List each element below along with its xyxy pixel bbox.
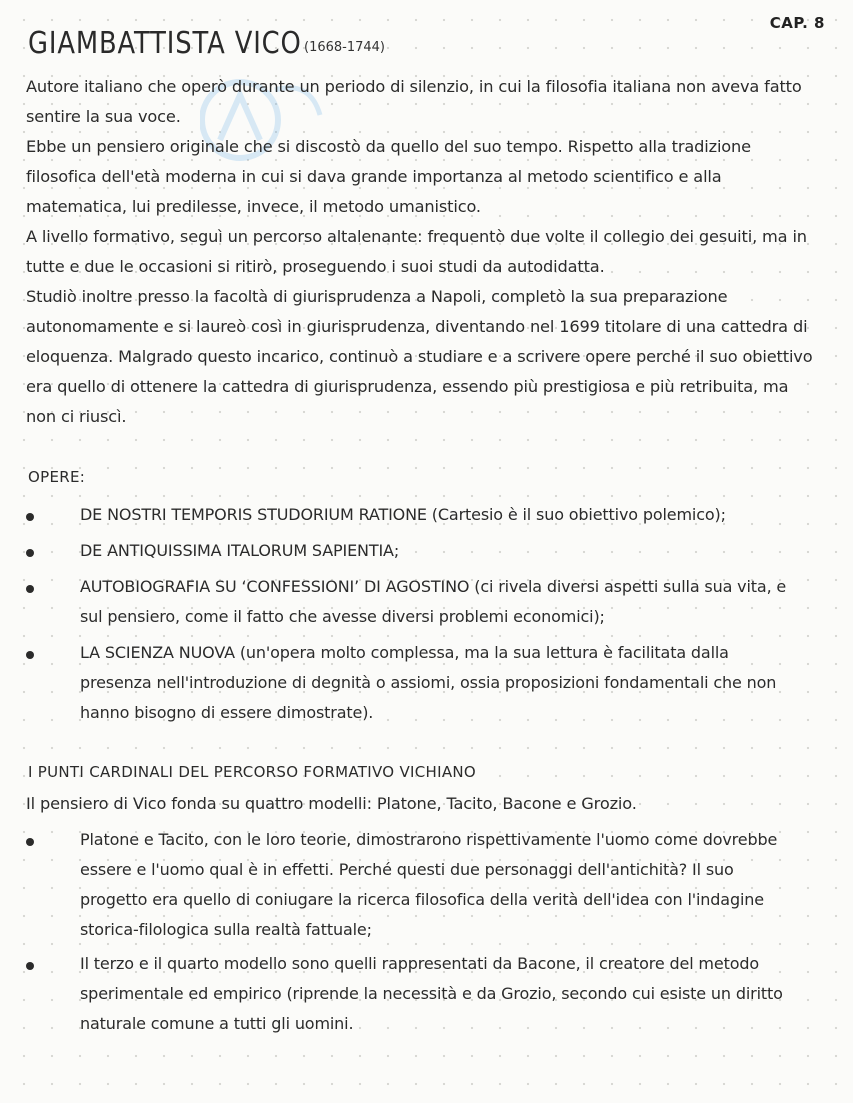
list-item-text: Il terzo e il quarto modello sono quelli rappresentati da Bacone, il creatore del metodo sperimentale ed empirico (riprende la necessità e da Grozio, secondo cui esiste un diritto naturale comune a tutti gli uomini. — [80, 954, 783, 1033]
intro-paragraph: A livello formativo, seguì un percorso altalenante: frequentò due volte il collegio dei gesuiti, ma in tutte e due le occasioni si ritirò, proseguendo i suoi studi da autodidatta. — [26, 227, 807, 276]
bullet-icon — [26, 838, 34, 846]
intro-paragraph: Studiò inoltre presso la facoltà di giurisprudenza a Napoli, completò la sua preparazione autonomamente e si laureò così in giurisprudenza, diventando nel 1699 titolare di una cattedra di eloquenza. Malgrado questo incarico, continuò a studiare e a scrivere opere perché il suo obiettivo era quello di ottenere la cattedra di giurisprudenza, essendo più prestigiosa e più retribuita, ma non ci riuscì. — [26, 287, 813, 426]
bullet-icon — [26, 962, 34, 970]
opere-heading: OPERE: — [28, 468, 86, 486]
punti-intro: Il pensiero di Vico fonda su quattro modelli: Platone, Tacito, Bacone e Grozio. — [26, 794, 637, 813]
list-item-text: DE ANTIQUISSIMA ITALORUM SAPIENTIA; — [80, 541, 400, 560]
punti-heading: I PUNTI CARDINALI DEL PERCORSO FORMATIVO VICHIANO — [28, 763, 477, 781]
chapter-tag: CAP. 8 — [769, 14, 825, 32]
bullet-icon — [26, 513, 34, 521]
list-item-text: Platone e Tacito, con le loro teorie, dimostrarono rispettivamente l'uomo come dovrebbe essere e l'uomo qual è in effetti. Perché questi due personaggi dell'antichità? Il suo progetto era quello di coniugare la ricerca filosofica della verità dell'idea con l'indagine storica-filologica sulla realtà fattuale; — [80, 830, 778, 939]
intro-section — [26, 72, 816, 432]
list-item — [0, 536, 853, 566]
title-row — [28, 26, 386, 61]
list-item — [0, 949, 853, 1039]
page-title: GIAMBATTISTA VICO — [28, 26, 302, 61]
opere-list — [0, 500, 853, 734]
bullet-icon — [26, 585, 34, 593]
list-item — [0, 572, 853, 632]
list-item — [0, 638, 853, 728]
bullet-icon — [26, 651, 34, 659]
list-item — [0, 500, 853, 530]
punti-list — [0, 825, 853, 1043]
intro-paragraph: Ebbe un pensiero originale che si discostò da quello del suo tempo. Rispetto alla tradizione filosofica dell'età moderna in cui si dava grande importanza al metodo scientifico e alla matematica, lui predilesse, invece, il metodo umanistico. — [26, 137, 751, 216]
intro-paragraph: Autore italiano che operò durante un periodo di silenzio, in cui la filosofia italiana non aveva fatto sentire la sua voce. — [26, 77, 802, 126]
title-dates: (1668-1744) — [304, 40, 386, 55]
list-item-text: AUTOBIOGRAFIA SU ‘CONFESSIONI’ DI AGOSTINO (ci rivela diversi aspetti sulla sua vita, e sul pensiero, come il fatto che avesse diversi problemi economici); — [80, 577, 787, 626]
list-item-text: DE NOSTRI TEMPORIS STUDORIUM RATIONE (Cartesio è il suo obiettivo polemico); — [80, 505, 726, 524]
bullet-icon — [26, 549, 34, 557]
list-item — [0, 825, 853, 945]
list-item-text: LA SCIENZA NUOVA (un'opera molto complessa, ma la sua lettura è facilitata dalla presenza nell'introduzione di degnità o assiomi, ossia proposizioni fondamentali che non hanno bisogno di essere dimostrate). — [80, 643, 777, 722]
